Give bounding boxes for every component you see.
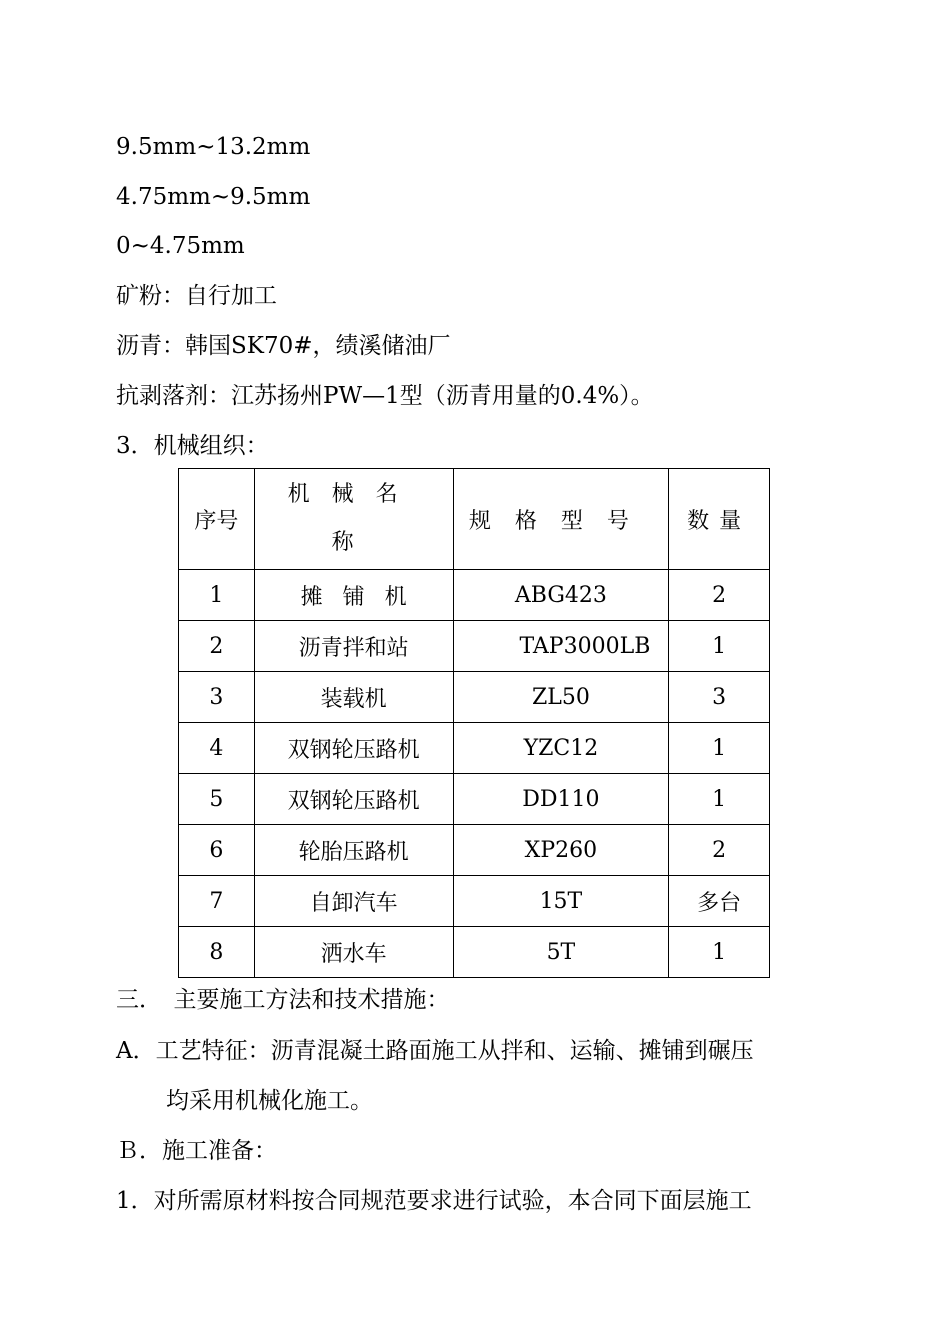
text-line: 抗剥落剂：江苏扬州PW—1型（沥青用量的0.4%）。 xyxy=(116,383,654,409)
cell-qty: 1 xyxy=(669,774,770,825)
cell-model: ABG423 xyxy=(453,570,669,621)
cell-name: 双钢轮压路机 xyxy=(254,774,453,825)
text-line: 0~4.75mm xyxy=(116,233,245,259)
text-line: 1．对所需原材料按合同规范要求进行试验，本合同下面层施工 xyxy=(116,1188,752,1214)
cell-no: 4 xyxy=(179,723,255,774)
text-line: Ｂ．施工准备： xyxy=(116,1138,277,1164)
cell-model: 15T xyxy=(453,876,669,927)
cell-qty: 1 xyxy=(669,621,770,672)
cell-no: 8 xyxy=(179,927,255,978)
cell-name: 双钢轮压路机 xyxy=(254,723,453,774)
cell-qty: 2 xyxy=(669,825,770,876)
cell-model xyxy=(453,621,669,672)
text-line: 4.75mm~9.5mm xyxy=(116,184,311,210)
header-model-label: 规格型号 xyxy=(468,508,653,534)
text-line: 9.5mm~13.2mm xyxy=(116,134,311,160)
cell-qty: 1 xyxy=(669,723,770,774)
cell-name: 沥青拌和站 xyxy=(254,621,453,672)
table-row xyxy=(179,723,770,774)
cell-name xyxy=(254,570,453,621)
header-qty xyxy=(669,469,770,570)
cell-no: 6 xyxy=(179,825,255,876)
header-name xyxy=(254,469,453,570)
cell-model: 5T xyxy=(453,927,669,978)
machinery-table xyxy=(178,468,770,978)
table-header-row xyxy=(179,469,770,570)
cell-name: 装载机 xyxy=(254,672,453,723)
text-line: 沥青：韩国SK70#，绩溪储油厂 xyxy=(116,333,451,359)
cell-model-text: TAP3000LB xyxy=(519,633,651,659)
header-qty-label: 数量 xyxy=(687,508,752,534)
table-row xyxy=(179,927,770,978)
cell-model: YZC12 xyxy=(453,723,669,774)
table-row xyxy=(179,570,770,621)
cell-name: 洒水车 xyxy=(254,927,453,978)
cell-no: 3 xyxy=(179,672,255,723)
text-line: 均采用机械化施工。 xyxy=(166,1088,373,1114)
cell-no: 2 xyxy=(179,621,255,672)
cell-model: XP260 xyxy=(453,825,669,876)
header-no: 序号 xyxy=(179,469,255,570)
header-name-label: 机械名称 xyxy=(287,482,420,555)
table-row xyxy=(179,876,770,927)
table-row xyxy=(179,672,770,723)
text-line: A．工艺特征：沥青混凝土路面施工从拌和、运输、摊铺到碾压 xyxy=(116,1038,754,1064)
table-row xyxy=(179,825,770,876)
cell-qty: 3 xyxy=(669,672,770,723)
cell-model: DD110 xyxy=(453,774,669,825)
text-line: 矿粉：自行加工 xyxy=(116,283,277,309)
cell-no: 7 xyxy=(179,876,255,927)
table-row xyxy=(179,621,770,672)
table-row xyxy=(179,774,770,825)
cell-qty: 多台 xyxy=(669,876,770,927)
header-model xyxy=(453,469,669,570)
cell-name: 轮胎压路机 xyxy=(254,825,453,876)
cell-name: 自卸汽车 xyxy=(254,876,453,927)
section-heading: 3．机械组织： xyxy=(116,433,269,459)
cell-no: 5 xyxy=(179,774,255,825)
cell-qty: 2 xyxy=(669,570,770,621)
cell-qty: 1 xyxy=(669,927,770,978)
cell-no: 1 xyxy=(179,570,255,621)
cell-name-text: 摊铺机 xyxy=(300,584,427,610)
cell-model: ZL50 xyxy=(453,672,669,723)
section-heading: 三． 主要施工方法和技术措施： xyxy=(116,987,450,1013)
